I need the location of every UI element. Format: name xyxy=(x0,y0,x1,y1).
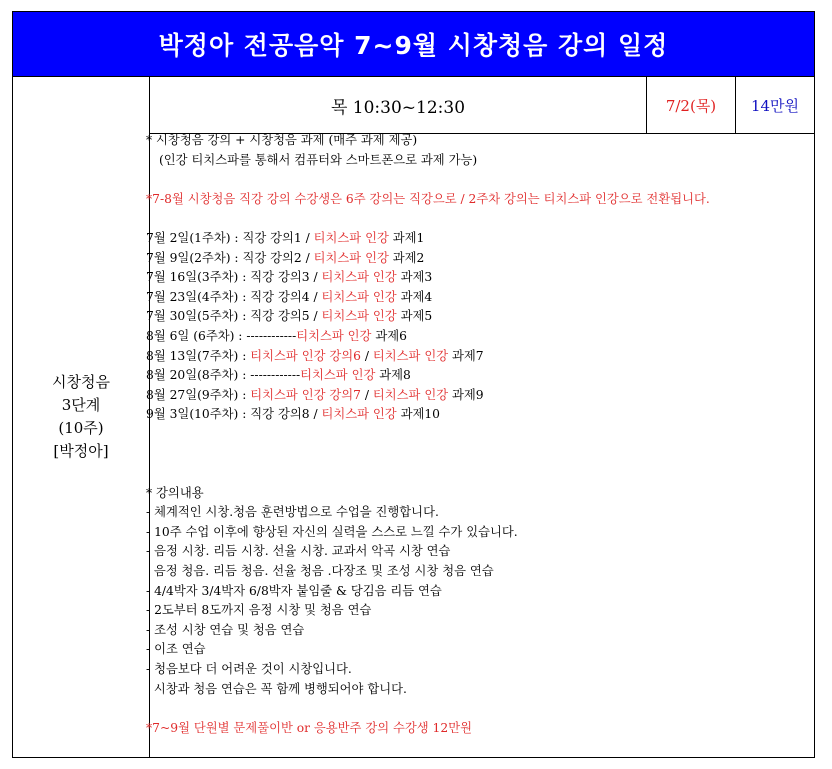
week-separator: / xyxy=(309,407,322,422)
contents-item: - 10주 수업 이후에 향상된 자신의 실력을 스스로 느낄 수가 있습니다. xyxy=(146,524,518,539)
week-homework: 과제3 xyxy=(396,270,433,285)
contents-item: 시창과 청음 연습은 꼭 함께 병행되어야 합니다. xyxy=(146,681,407,696)
week-separator: / xyxy=(360,387,373,402)
week-separator: / xyxy=(309,309,322,324)
contents-item: - 4/4박자 3/4박자 6/8박자 붙임줄 & 당김음 리듬 연습 xyxy=(146,583,442,598)
week-homework-platform: 티치스파 인강 xyxy=(321,270,397,285)
week-homework: 과제9 xyxy=(448,387,484,402)
week-row xyxy=(146,366,796,386)
week-row xyxy=(146,229,796,249)
week-lecture: ------------ xyxy=(250,368,301,383)
schedule-price: 14만원 xyxy=(750,96,800,115)
week-date: 7월 30일(5주차) : xyxy=(146,309,251,324)
week-homework: 과제7 xyxy=(448,348,484,363)
course-label xyxy=(52,371,110,463)
week-homework: 과제8 xyxy=(375,368,411,383)
week-homework-platform: 티치스파 인강 xyxy=(321,309,397,324)
week-lecture: 직강 강의1 xyxy=(242,230,302,245)
page-title: 박정아 전공음악 7~9월 시창청음 강의 일정 xyxy=(13,12,814,77)
week-separator: / xyxy=(360,348,373,363)
course-label-line: 3단계 xyxy=(61,396,101,414)
contents-item: 음정 청음. 리듬 청음. 선율 청음 .다장조 및 조성 시창 청음 연습 xyxy=(146,564,494,579)
schedule-row xyxy=(150,77,814,134)
intro-line: (인강 티치스파를 통해서 컴퓨터와 스마트폰으로 과제 가능) xyxy=(159,152,478,167)
week-date: 8월 13일(7주차) : xyxy=(146,348,251,363)
contents-item: - 2도부터 8도까지 음정 시창 및 청음 연습 xyxy=(146,603,372,618)
week-homework-platform: 티치스파 인강 xyxy=(296,328,372,343)
week-homework: 과제6 xyxy=(371,328,407,343)
course-label-line: [박정아] xyxy=(53,442,109,460)
contents-item: - 체계적인 시창.청음 훈련방법으로 수업을 진행합니다. xyxy=(146,505,439,520)
contents-item: - 음정 시창. 리듬 시창. 선율 시창. 교과서 악곡 시창 연습 xyxy=(146,544,451,559)
week-homework: 과제5 xyxy=(396,309,433,324)
transition-notice: *7-8월 시창청음 직강 강의 수강생은 6주 강의는 직강으로 / 2주차 강의는 티치스파 인강으로 전환됩니다. xyxy=(146,191,710,206)
week-row xyxy=(146,405,796,425)
week-date: 9월 3일(10주차) : xyxy=(146,407,251,422)
week-separator: / xyxy=(301,230,314,245)
week-lecture: 직강 강의8 xyxy=(250,407,310,422)
week-lecture: ------------ xyxy=(246,328,297,343)
week-row xyxy=(146,307,796,327)
course-label-line: 시창청음 xyxy=(52,373,110,391)
week-separator: / xyxy=(309,289,322,304)
week-lecture: 직강 강의2 xyxy=(242,250,302,265)
week-lecture: 직강 강의4 xyxy=(250,289,310,304)
footer-notice: *7~9월 단원별 문제풀이반 or 응용반주 강의 수강생 12만원 xyxy=(146,720,472,735)
week-homework-platform: 티치스파 인강 xyxy=(313,230,389,245)
week-separator: / xyxy=(301,250,314,265)
week-date: 8월 20일(8주차) : xyxy=(146,368,251,383)
contents-item: - 청음보다 더 어려운 것이 시창입니다. xyxy=(146,662,352,677)
week-date: 8월 6일 (6주차) : xyxy=(146,328,247,343)
week-date: 8월 27일(9주차) : xyxy=(146,387,251,402)
week-lecture: 티치스파 인강 강의7 xyxy=(250,387,361,402)
week-homework-platform: 티치스파 인강 xyxy=(372,348,449,363)
week-homework: 과제10 xyxy=(396,407,441,422)
week-lecture: 직강 강의3 xyxy=(250,270,310,285)
week-lecture: 티치스파 인강 강의6 xyxy=(250,348,361,363)
week-homework-platform: 티치스파 인강 xyxy=(313,250,389,265)
week-date: 7월 9일(2주차) : xyxy=(146,250,243,265)
week-lecture: 직강 강의5 xyxy=(250,309,310,324)
week-row xyxy=(146,327,796,347)
course-label-cell xyxy=(13,77,150,757)
contents-heading: * 강의내용 xyxy=(146,485,204,500)
course-details xyxy=(146,131,796,738)
week-row xyxy=(146,386,796,406)
week-homework: 과제1 xyxy=(388,230,425,245)
week-homework-platform: 티치스파 인강 xyxy=(321,289,397,304)
week-date: 7월 16일(3주차) : xyxy=(146,270,251,285)
week-row xyxy=(146,268,796,288)
schedule-start-date: 7/2(목) xyxy=(647,77,736,133)
week-homework-platform: 티치스파 인강 xyxy=(300,368,376,383)
weekly-schedule xyxy=(146,229,796,425)
week-homework-platform: 티치스파 인강 xyxy=(372,387,449,402)
week-homework-platform: 티치스파 인강 xyxy=(321,407,397,422)
intro-line: * 시창청음 강의 + 시창청음 과제 (매주 과제 제공) xyxy=(146,133,418,147)
course-label-line: (10주) xyxy=(58,419,104,437)
contents-item: - 이조 연습 xyxy=(146,642,206,657)
week-date: 7월 2일(1주차) : xyxy=(146,230,243,245)
week-homework: 과제2 xyxy=(388,250,425,265)
schedule-time: 목 10:30~12:30 xyxy=(150,77,647,133)
contents-list xyxy=(146,503,796,699)
week-row xyxy=(146,288,796,308)
week-separator: / xyxy=(309,270,322,285)
contents-item: - 조성 시창 연습 및 청음 연습 xyxy=(146,622,305,637)
week-date: 7월 23일(4주차) : xyxy=(146,289,251,304)
week-row xyxy=(146,347,796,367)
week-homework: 과제4 xyxy=(396,289,433,304)
week-row xyxy=(146,249,796,269)
